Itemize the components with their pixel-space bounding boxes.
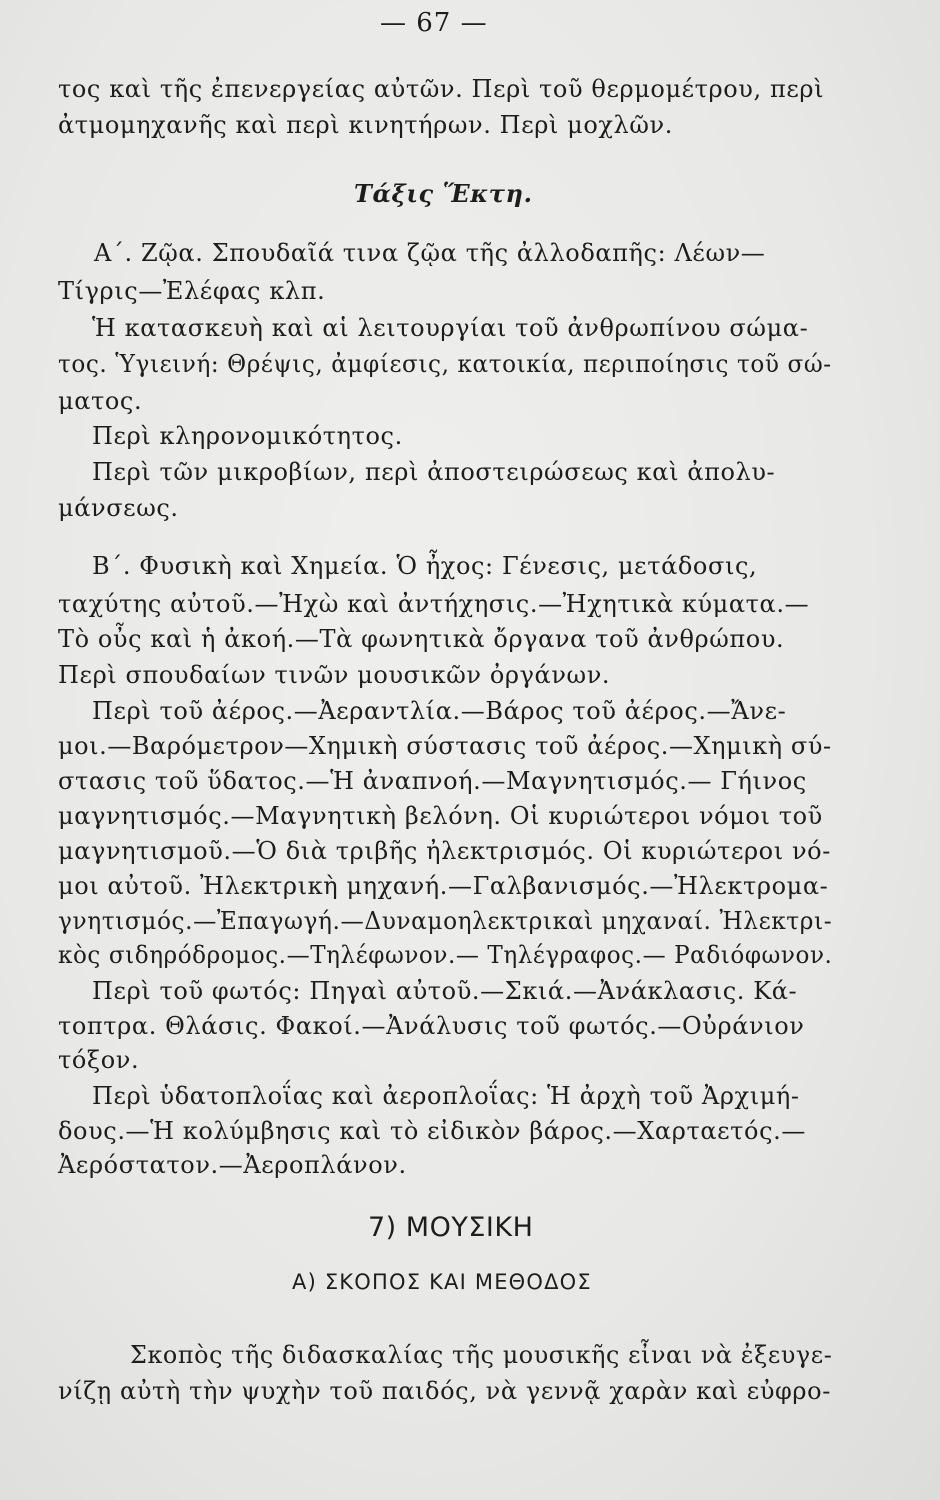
- text-line: κὸς σιδηρόδρομος.—Τηλέφωνον.— Τηλέγραφος.— Ραδιόφωνον.: [58, 941, 833, 969]
- text-line: μαγνητισμός.—Μαγνητικὴ βελόνη. Οἱ κυριώτεροι νόμοι τοῦ: [58, 802, 823, 830]
- section-heading: Τάξις Ἕκτη.: [354, 179, 533, 208]
- text-line: Α΄. Ζῷα. Σπουδαῖά τινα ζῷα τῆς ἀλλοδαπῆς: Λέων—: [94, 239, 766, 267]
- text-line: Περὶ ὑδατοπλοΐας καὶ ἀεροπλοΐας: Ἡ ἀρχὴ τοῦ Ἀρχιμή-: [92, 1082, 800, 1110]
- music-section-subtitle: Α) ΣΚΟΠΟΣ ΚΑΙ ΜΕΘΟΔΟΣ: [292, 1270, 592, 1294]
- text-line: Περὶ τῶν μικροβίων, περὶ ἀποστειρώσεως καὶ ἀπολυ-: [92, 458, 776, 486]
- text-line: Περὶ τοῦ φωτός: Πηγαὶ αὐτοῦ.—Σκιά.—Ἀνάκλασις. Κά-: [92, 977, 798, 1005]
- page-number: — 67 —: [380, 8, 488, 38]
- text-line: τοπτρα. Θλάσις. Φακοί.—Ἀνάλυσις τοῦ φωτός.—Οὐράνιον: [58, 1012, 805, 1040]
- text-line: Τίγρις—Ἐλέφας κλπ.: [58, 277, 326, 305]
- text-line: Περὶ κληρονομικότητος.: [92, 422, 403, 450]
- text-line: Ἡ κατασκευὴ καὶ αἱ λειτουργίαι τοῦ ἀνθρωπίνου σώμα-: [92, 314, 809, 342]
- text-line: Τὸ οὖς καὶ ἡ ἀκοή.—Τὰ φωνητικὰ ὄργανα τοῦ ἀνθρώπου.: [58, 625, 785, 653]
- text-line: Β΄. Φυσικὴ καὶ Χημεία. Ὁ ἦχος: Γένεσις, μετάδοσις,: [92, 552, 758, 580]
- text-line: τος καὶ τῆς ἐπενεργείας αὐτῶν. Περὶ τοῦ θερμομέτρου, περὶ: [58, 75, 825, 103]
- music-section-title: 7) ΜΟΥΣΙΚΗ: [368, 1212, 534, 1243]
- text-line: στασις τοῦ ὕδατος.—Ἡ ἀναπνοή.—Μαγνητισμός.— Γήινος: [58, 767, 807, 795]
- text-line: ἀτμομηχανῆς καὶ περὶ κινητήρων. Περὶ μοχλῶν.: [58, 111, 673, 139]
- text-line: μάνσεως.: [58, 494, 179, 522]
- text-line: Περὶ τοῦ ἀέρος.—Ἀεραντλία.—Βάρος τοῦ ἀέρος.—Ἄνε-: [92, 697, 787, 725]
- text-line: Σκοπὸς τῆς διδασκαλίας τῆς μουσικῆς εἶναι νὰ ἐξευγε-: [130, 1341, 833, 1369]
- text-line: μοι.—Βαρόμετρον—Χημικὴ σύστασις τοῦ ἀέρος.—Χημικὴ σύ-: [58, 732, 832, 760]
- text-line: Περὶ σπουδαίων τινῶν μουσικῶν ὀργάνων.: [58, 661, 611, 689]
- text-line: δους.—Ἡ κολύμβησις καὶ τὸ εἰδικὸν βάρος.—Χαρταετός.—: [58, 1117, 806, 1145]
- text-line: γνητισμός.—Ἐπαγωγή.—Δυναμοηλεκτρικαὶ μηχαναί. Ἠλεκτρι-: [58, 907, 833, 935]
- text-line: νίζῃ αὐτὴ τὴν ψυχὴν τοῦ παιδός, νὰ γεννᾷ χαρὰν καὶ εὐφρο-: [58, 1377, 831, 1405]
- text-line: Ἀερόστατον.—Ἀεροπλάνον.: [58, 1151, 407, 1179]
- text-line: ταχύτης αὐτοῦ.—Ἠχὼ καὶ ἀντήχησις.—Ἠχητικὰ κύματα.—: [58, 590, 810, 618]
- text-line: ματος.: [58, 387, 143, 415]
- text-line: μαγνητισμοῦ.—Ὁ διὰ τριβῆς ἠλεκτρισμός. Οἱ κυριώτεροι νό-: [58, 837, 831, 865]
- text-line: τόξον.: [58, 1046, 140, 1074]
- text-line: μοι αὐτοῦ. Ἠλεκτρικὴ μηχανή.—Γαλβανισμός.—Ἠλεκτρομα-: [58, 872, 829, 900]
- text-line: τος. Ὑγιεινή: Θρέψις, ἀμφίεσις, κατοικία, περιποίησις τοῦ σώ-: [58, 350, 832, 378]
